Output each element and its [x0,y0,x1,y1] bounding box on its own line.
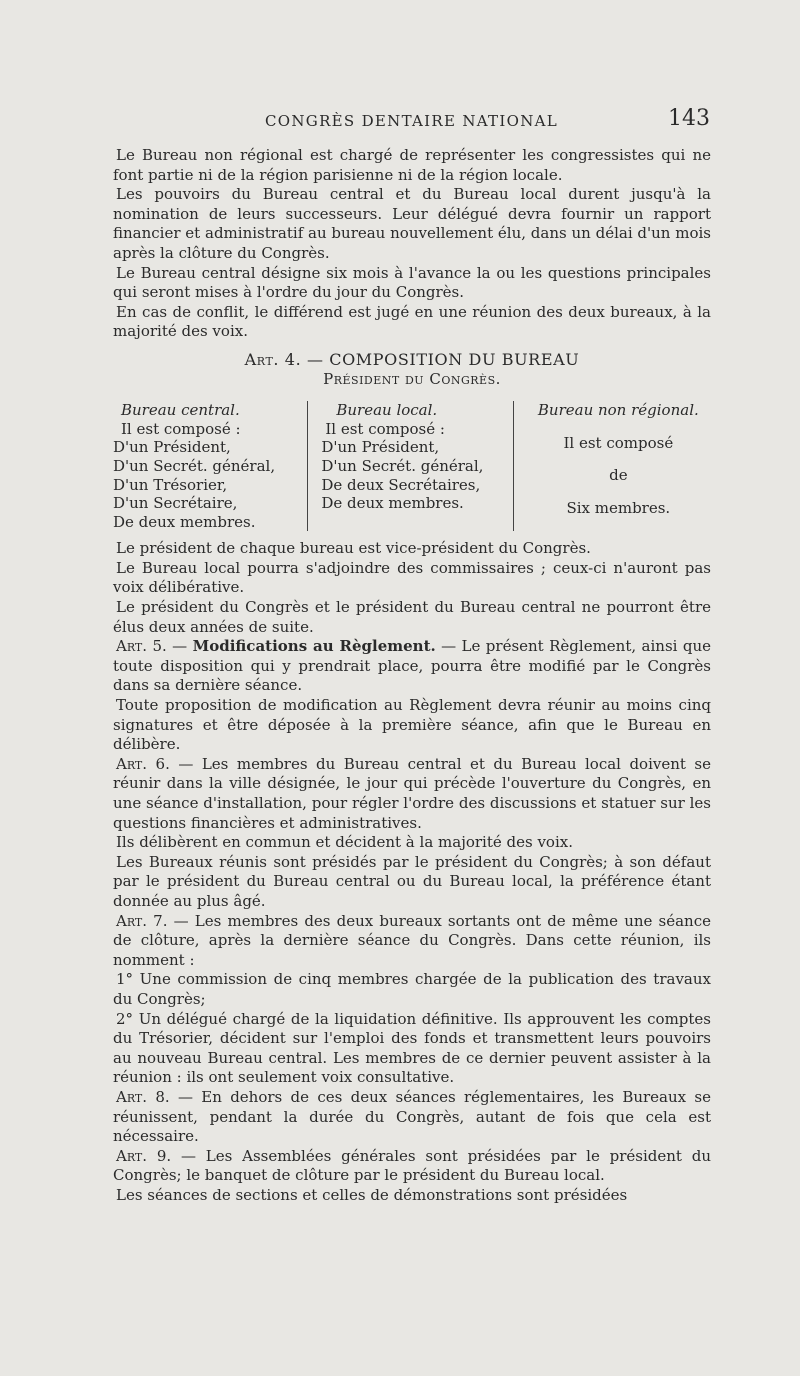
column-line: De deux Secrétaires, [321,475,481,494]
article-label: Art. 4. [244,349,302,369]
article-label: Art. 6. [116,754,170,773]
column-line: Il est composé : [325,419,445,438]
article-5: Art. 5. — Modifications au Règlement. — Le présent Règlement, ainsi que toute disposition qui y prendrait place, pourra être modifié par le Congrès dans sa dernière séance. [113,637,711,695]
bureau-local-column [308,401,513,531]
paragraph: Le Bureau local pourra s'adjoindre des commissaires ; ceux-ci n'auront pas voix délibérative. [113,558,711,597]
article-label: Art. 7. [116,911,168,930]
paragraph: Les Bureaux réunis sont présidés par le président du Congrès; à son défaut par le président du Bureau central ou du Bureau local, la préférence étant donnée au plus âgé. [113,852,711,910]
column-line: Six membres. [566,498,671,517]
article-label: Art. 8. [116,1087,170,1106]
bureau-central-column [113,401,308,531]
article-text: — Les membres des deux bureaux sortants ont de même une séance de clôture, après la dernière séance du Congrès. Dans cette réunion, ils nomment : [113,911,711,969]
article-7 [113,912,711,971]
column-title: Bureau non régional. [537,401,699,420]
article-title: — COMPOSITION DU BUREAU [306,349,580,369]
article-text: — En dehors de ces deux séances réglementaires, les Bureaux se réunissent, pendant la durée du Congrès, autant de fois que cela est nécessaire. [113,1087,711,1146]
page-body [113,146,711,1205]
column-line: D'un Président, [321,438,440,457]
page-header [115,106,710,136]
column-line: D'un Trésorier, [113,475,228,494]
article-label: Art. 9. [116,1146,172,1165]
bureau-composition-table [113,401,713,531]
column-line: D'un Président, [113,438,231,457]
bureau-non-regional-column [514,401,713,531]
running-title: CONGRÈS DENTAIRE NATIONAL [265,112,559,130]
column-line: D'un Secrét. général, [113,456,276,475]
article-text: — Les membres du Bureau central et du Bureau local doivent se réunir dans la ville désignée, le jour qui précède l'ouverture du Congrès, en une séance d'installation, pour régler l'ordre des discussions et statuer sur les questions financières et administratives. [113,754,711,832]
article-label: Art. 5. [116,637,167,656]
article-8 [113,1088,711,1147]
column-line: D'un Secrét. général, [321,456,484,475]
column-line: D'un Secrétaire, [113,494,238,513]
column-line: Il est composé [563,433,674,452]
paragraph: Les séances de sections et celles de démonstrations sont présidées [116,1185,628,1204]
page-number: 143 [668,106,710,131]
article-9 [113,1147,711,1186]
column-title: Bureau local. [336,401,438,420]
paragraph: Le Bureau central désigne six mois à l'avance la ou les questions principales qui seront mises à l'ordre du jour du Congrès. [113,263,711,302]
article-4-heading [113,350,711,370]
column-title: Bureau central. [121,401,240,420]
paragraph: En cas de conflit, le différend est jugé en une réunion des deux bureaux, à la majorité des voix. [113,302,711,341]
paragraph: Le Bureau non régional est chargé de représenter les congressistes qui ne font partie ni de la région parisienne ni de la région locale. [113,146,711,184]
column-line: De deux membres. [113,512,256,531]
list-item: 1° Une commission de cinq membres chargée de la publication des travaux du Congrès; [113,970,711,1008]
paragraph: Le président du Congrès et le président du Bureau central ne pourront être élus deux années de suite. [113,598,711,636]
column-line: De deux membres. [321,494,464,513]
paragraph: Les pouvoirs du Bureau central et du Bureau local durent jusqu'à la nomination de leurs successeurs. Leur délégué devra fournir un rapport financier et administratif au bureau nouvellement élu, dans un délai d'un mois après la clôture du Congrès. [113,185,711,262]
article-text: — Les Assemblées générales sont présidées par le président du Congrès; le banquet de clôture par le président du Bureau local. [113,1146,712,1185]
article-title: Modifications au Règlement. [192,637,436,656]
paragraph: Le président de chaque bureau est vice-président du Congrès. [116,539,591,558]
article-4-subtitle: Président du Congrès. [323,369,501,388]
paragraph: Ils délibèrent en commun et décident à la majorité des voix. [116,833,573,852]
column-line: Il est composé : [121,419,241,438]
paragraph: Toute proposition de modification au Règlement devra réunir au moins cinq signatures et être déposée à la première séance, afin que le Bureau en délibère. [113,696,711,754]
article-6 [113,755,711,833]
column-line: de [609,466,628,485]
article-text: — Le présent Règlement, ainsi que toute disposition qui y prendrait place, pourra être modifié par le Congrès dans sa dernière séance. [113,637,711,695]
list-item: 2° Un délégué chargé de la liquidation définitive. Ils approuvent les comptes du Trésorier, décident sur l'emploi des fonds et transmettent leurs pouvoirs au nouveau Bureau central. Les membres de ce dernier peuvent assister à la réunion : ils ont seulement voix consultative. [113,1009,711,1087]
